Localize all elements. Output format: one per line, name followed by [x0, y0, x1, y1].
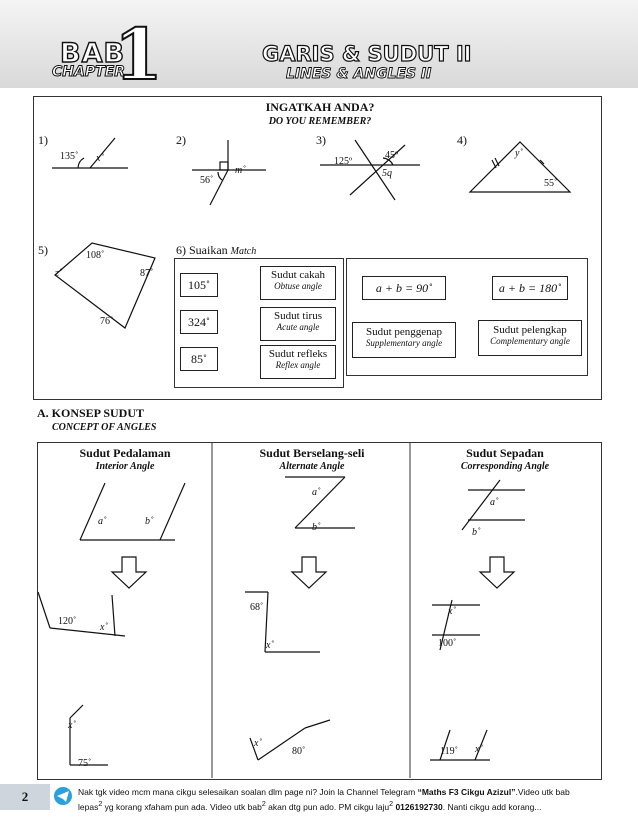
bab-label: BAB [60, 38, 126, 69]
q6-type-reflex[interactable]: Sudut refleks Reflex angle [260, 345, 336, 379]
section-a-title: A. KONSEP SUDUT [37, 406, 145, 420]
col2-label-b: b˚ [312, 522, 321, 533]
q4-angle-b: 55˚ [544, 178, 558, 189]
remember-title: INGATKAH ANDA? [265, 100, 375, 114]
topic-title-en: LINES & ANGLES II [286, 66, 432, 82]
col1-label-120: 120˚ [58, 616, 77, 627]
q6-complementary[interactable]: Sudut pelengkap Complementary angle [478, 320, 582, 356]
col3-subtitle: Corresponding Angle [460, 461, 550, 472]
q6-supplementary[interactable]: Sudut penggenap Supplementary angle [352, 322, 456, 358]
q3-number: 3) [316, 133, 326, 147]
q6-instruction [176, 243, 256, 258]
q1-angle-a: 135˚ [60, 151, 79, 162]
q3-angle-c: 5q [382, 168, 392, 179]
q5-angle-c: 87˚ [140, 268, 154, 279]
q2-angle-b: 56˚ [200, 175, 214, 186]
q6-label-en: Match [230, 246, 257, 257]
col2-label-68: 68˚ [250, 602, 264, 613]
col2-label-x2: x˚ [254, 738, 262, 749]
col1-subtitle: Interior Angle [95, 461, 155, 472]
col3-label-x1: x˚ [448, 606, 456, 617]
section-a-subtitle: CONCEPT OF ANGLES [52, 422, 157, 433]
q6-type-obtuse[interactable]: Sudut cakah Obtuse angle [260, 266, 336, 300]
q4-angle-a: y˚ [515, 148, 523, 159]
q6-value-2[interactable]: 324˚ [180, 310, 218, 334]
col1-label-a: a˚ [98, 516, 107, 527]
q5-angle-b: z˚ [55, 268, 63, 279]
col2-subtitle: Alternate Angle [279, 461, 345, 472]
q3-angle-b: 45º [385, 150, 399, 161]
col3-title: Sudut Sepadan [466, 446, 544, 460]
remember-subtitle: DO YOU REMEMBER? [268, 116, 372, 127]
col3-label-a: a˚ [490, 497, 499, 508]
col1-title: Sudut Pedalaman [79, 446, 171, 460]
chapter-label: CHAPTER [52, 64, 125, 80]
col1-label-75: 75˚ [78, 758, 92, 769]
q6-value-3[interactable]: 85˚ [180, 347, 218, 371]
col2-label-a: a˚ [312, 487, 321, 498]
chapter-number: 1 [114, 13, 163, 96]
q6-value-1[interactable]: 105˚ [180, 273, 218, 297]
col3-label-b: b˚ [472, 527, 481, 538]
q1-angle-b: x˚ [96, 153, 104, 164]
q6-eq-90[interactable]: a + b = 90˚ [362, 276, 446, 300]
col1-label-x2: x˚ [68, 720, 76, 731]
col1-label-b: b˚ [145, 516, 154, 527]
q4-number: 4) [457, 133, 467, 147]
footer-note: Nak tgk video mcm mana cikgu selesaikan soalan dlm page ni? Join la Channel Telegram “Maths F3 Cikgu Azizul”.Video utk bab lepas$^2$ yg korang xfaham pun ada. Video utk bab$^2$ akan dtg pun ado. PM cikgu laju$^2$ 0126192730. Nanti cikgu add korang... [78, 787, 570, 812]
col2-label-x1: x˚ [266, 640, 274, 651]
q2-number: 2) [176, 133, 186, 147]
q6-label: 6) Suaikan [176, 243, 228, 257]
q5-number: 5) [38, 243, 48, 257]
q1-number: 1) [38, 133, 48, 147]
q3-angle-a: 125º [334, 156, 353, 167]
q6-type-acute[interactable]: Sudut tirus Acute angle [260, 307, 336, 341]
col3-label-100: 100˚ [438, 638, 457, 649]
q5-angle-a: 108˚ [86, 250, 105, 261]
col3-label-x2: x˚ [475, 744, 483, 755]
col2-title: Sudut Berselang-seli [259, 446, 365, 460]
q6-eq-180[interactable]: a + b = 180˚ [492, 276, 568, 300]
col1-label-x1: x˚ [100, 622, 108, 633]
q2-angle-a: m˚ [235, 165, 246, 176]
col3-label-119: 119˚ [440, 746, 458, 757]
phone-number: 0126192730 [395, 801, 443, 812]
topic-title: GARIS & SUDUT II [262, 42, 472, 66]
col2-label-80: 80˚ [292, 746, 306, 757]
telegram-channel-link[interactable]: “Maths F3 Cikgu Azizul” [417, 787, 516, 797]
page-number: 2 [0, 784, 50, 810]
q5-angle-d: 76˚ [100, 316, 114, 327]
